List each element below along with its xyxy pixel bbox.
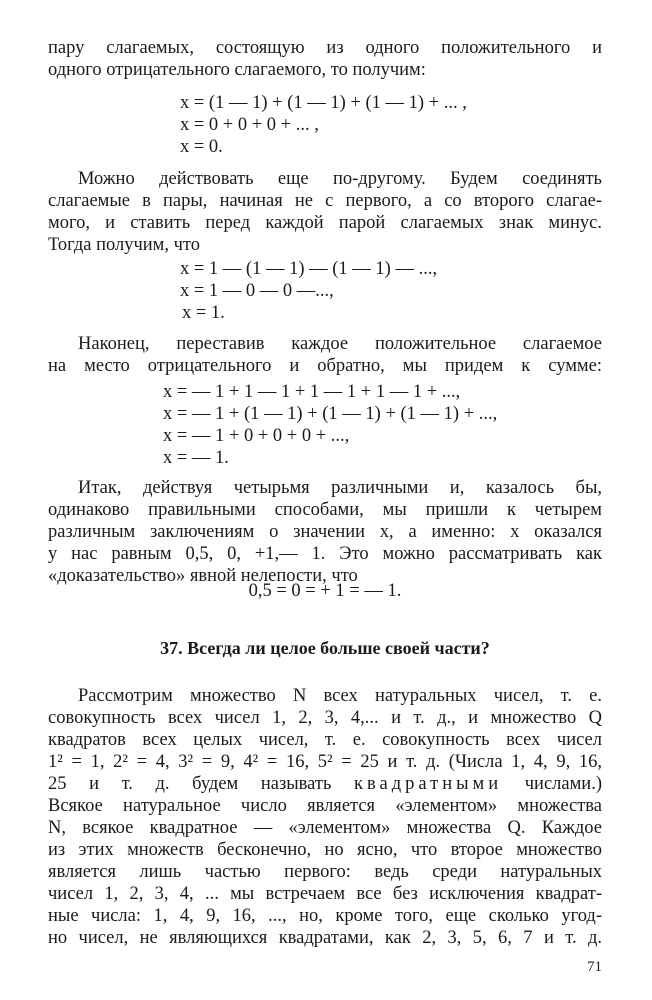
formula: x = — 1 + (1 — 1) + (1 — 1) + (1 — 1) + ..., [163,404,498,424]
formula: x = 1. [182,303,225,323]
paragraph-line: Рассмотрим множество N всех натуральных чисел, т. е. [78,686,602,706]
paragraph-line: Можно действовать еще по-другому. Будем соединять [78,169,602,189]
paragraph-line: N, всякое квадратное — «элементом» множества Q. Каждое [48,818,602,838]
paragraph-line: из этих множеств бесконечно, но ясно, что второе множество [48,840,602,860]
formula: x = 0 + 0 + 0 + ... , [180,115,319,135]
page-number: 71 [587,959,602,975]
paragraph-line: мого, и ставить перед каждой парой слагаемых знак минус. [48,213,602,233]
conclusion-formula: 0,5 = 0 = + 1 = — 1. [248,581,402,601]
paragraph-line: Итак, действуя четырьмя различными и, казалось бы, [78,478,602,498]
emphasized-term: квадратными [354,774,503,794]
formula: x = 1 — (1 — 1) — (1 — 1) — ..., [180,259,438,279]
paragraph-line: пару слагаемых, состоящую из одного положительного и [48,38,602,58]
paragraph-line: одного отрицательного слагаемого, то получим: [48,60,426,80]
paragraph-line: 1² = 1, 2² = 4, 3² = 9, 4² = 16, 5² = 25 и т. д. (Числа 1, 4, 9, 16, [48,752,602,772]
formula: x = — 1 + 1 — 1 + 1 — 1 + 1 — 1 + ..., [163,382,461,402]
formula: x = — 1 + 0 + 0 + 0 + ..., [163,426,350,446]
paragraph-line: Наконец, переставив каждое положительное слагаемое [78,334,602,354]
text-span: числами.) [524,774,602,794]
paragraph-line: но чисел, не являющихся квадратами, как 2, 3, 5, 6, 7 и т. д. [48,928,602,948]
formula: x = 1 — 0 — 0 —..., [180,281,334,301]
paragraph-line: квадратов всех целых чисел, т. е. совокупность всех чисел [48,730,602,750]
paragraph-line: Всякое натуральное число является «элементом» множества [48,796,602,816]
paragraph-line: чисел 1, 2, 3, 4, ... мы встречаем все без исключения квадрат- [48,884,602,904]
paragraph-line: у нас равным 0,5, 0, +1,— 1. Это можно рассматривать как [48,544,602,564]
formula: x = — 1. [163,448,229,468]
paragraph-line: одинаково правильными способами, мы пришли к четырем [48,500,602,520]
paragraph-line: совокупность всех чисел 1, 2, 3, 4,... и т. д., и множество Q [48,708,602,728]
formula: x = 0. [180,137,223,157]
paragraph-line [48,773,602,795]
paragraph-line: является лишь частью первого: ведь среди натуральных [48,862,602,882]
paragraph-line: различным заключениям о значении x, а именно: x оказался [48,522,602,542]
formula: x = (1 — 1) + (1 — 1) + (1 — 1) + ... , [180,93,467,113]
paragraph-line: «доказательство» явной нелепости, что [48,566,358,586]
paragraph-line: ные числа: 1, 4, 9, 16, ..., но, кроме того, еще сколько угод- [48,906,602,926]
paragraph-line: Тогда получим, что [48,235,201,255]
section-heading: 37. Всегда ли целое больше своей части? [160,638,490,658]
text-span: 25 и т. д. будем называть [48,774,332,794]
paragraph-line: на место отрицательного и обратно, мы придем к сумме: [48,356,602,376]
paragraph-line: слагаемые в пары, начиная не с первого, а со второго слагае- [48,191,602,211]
